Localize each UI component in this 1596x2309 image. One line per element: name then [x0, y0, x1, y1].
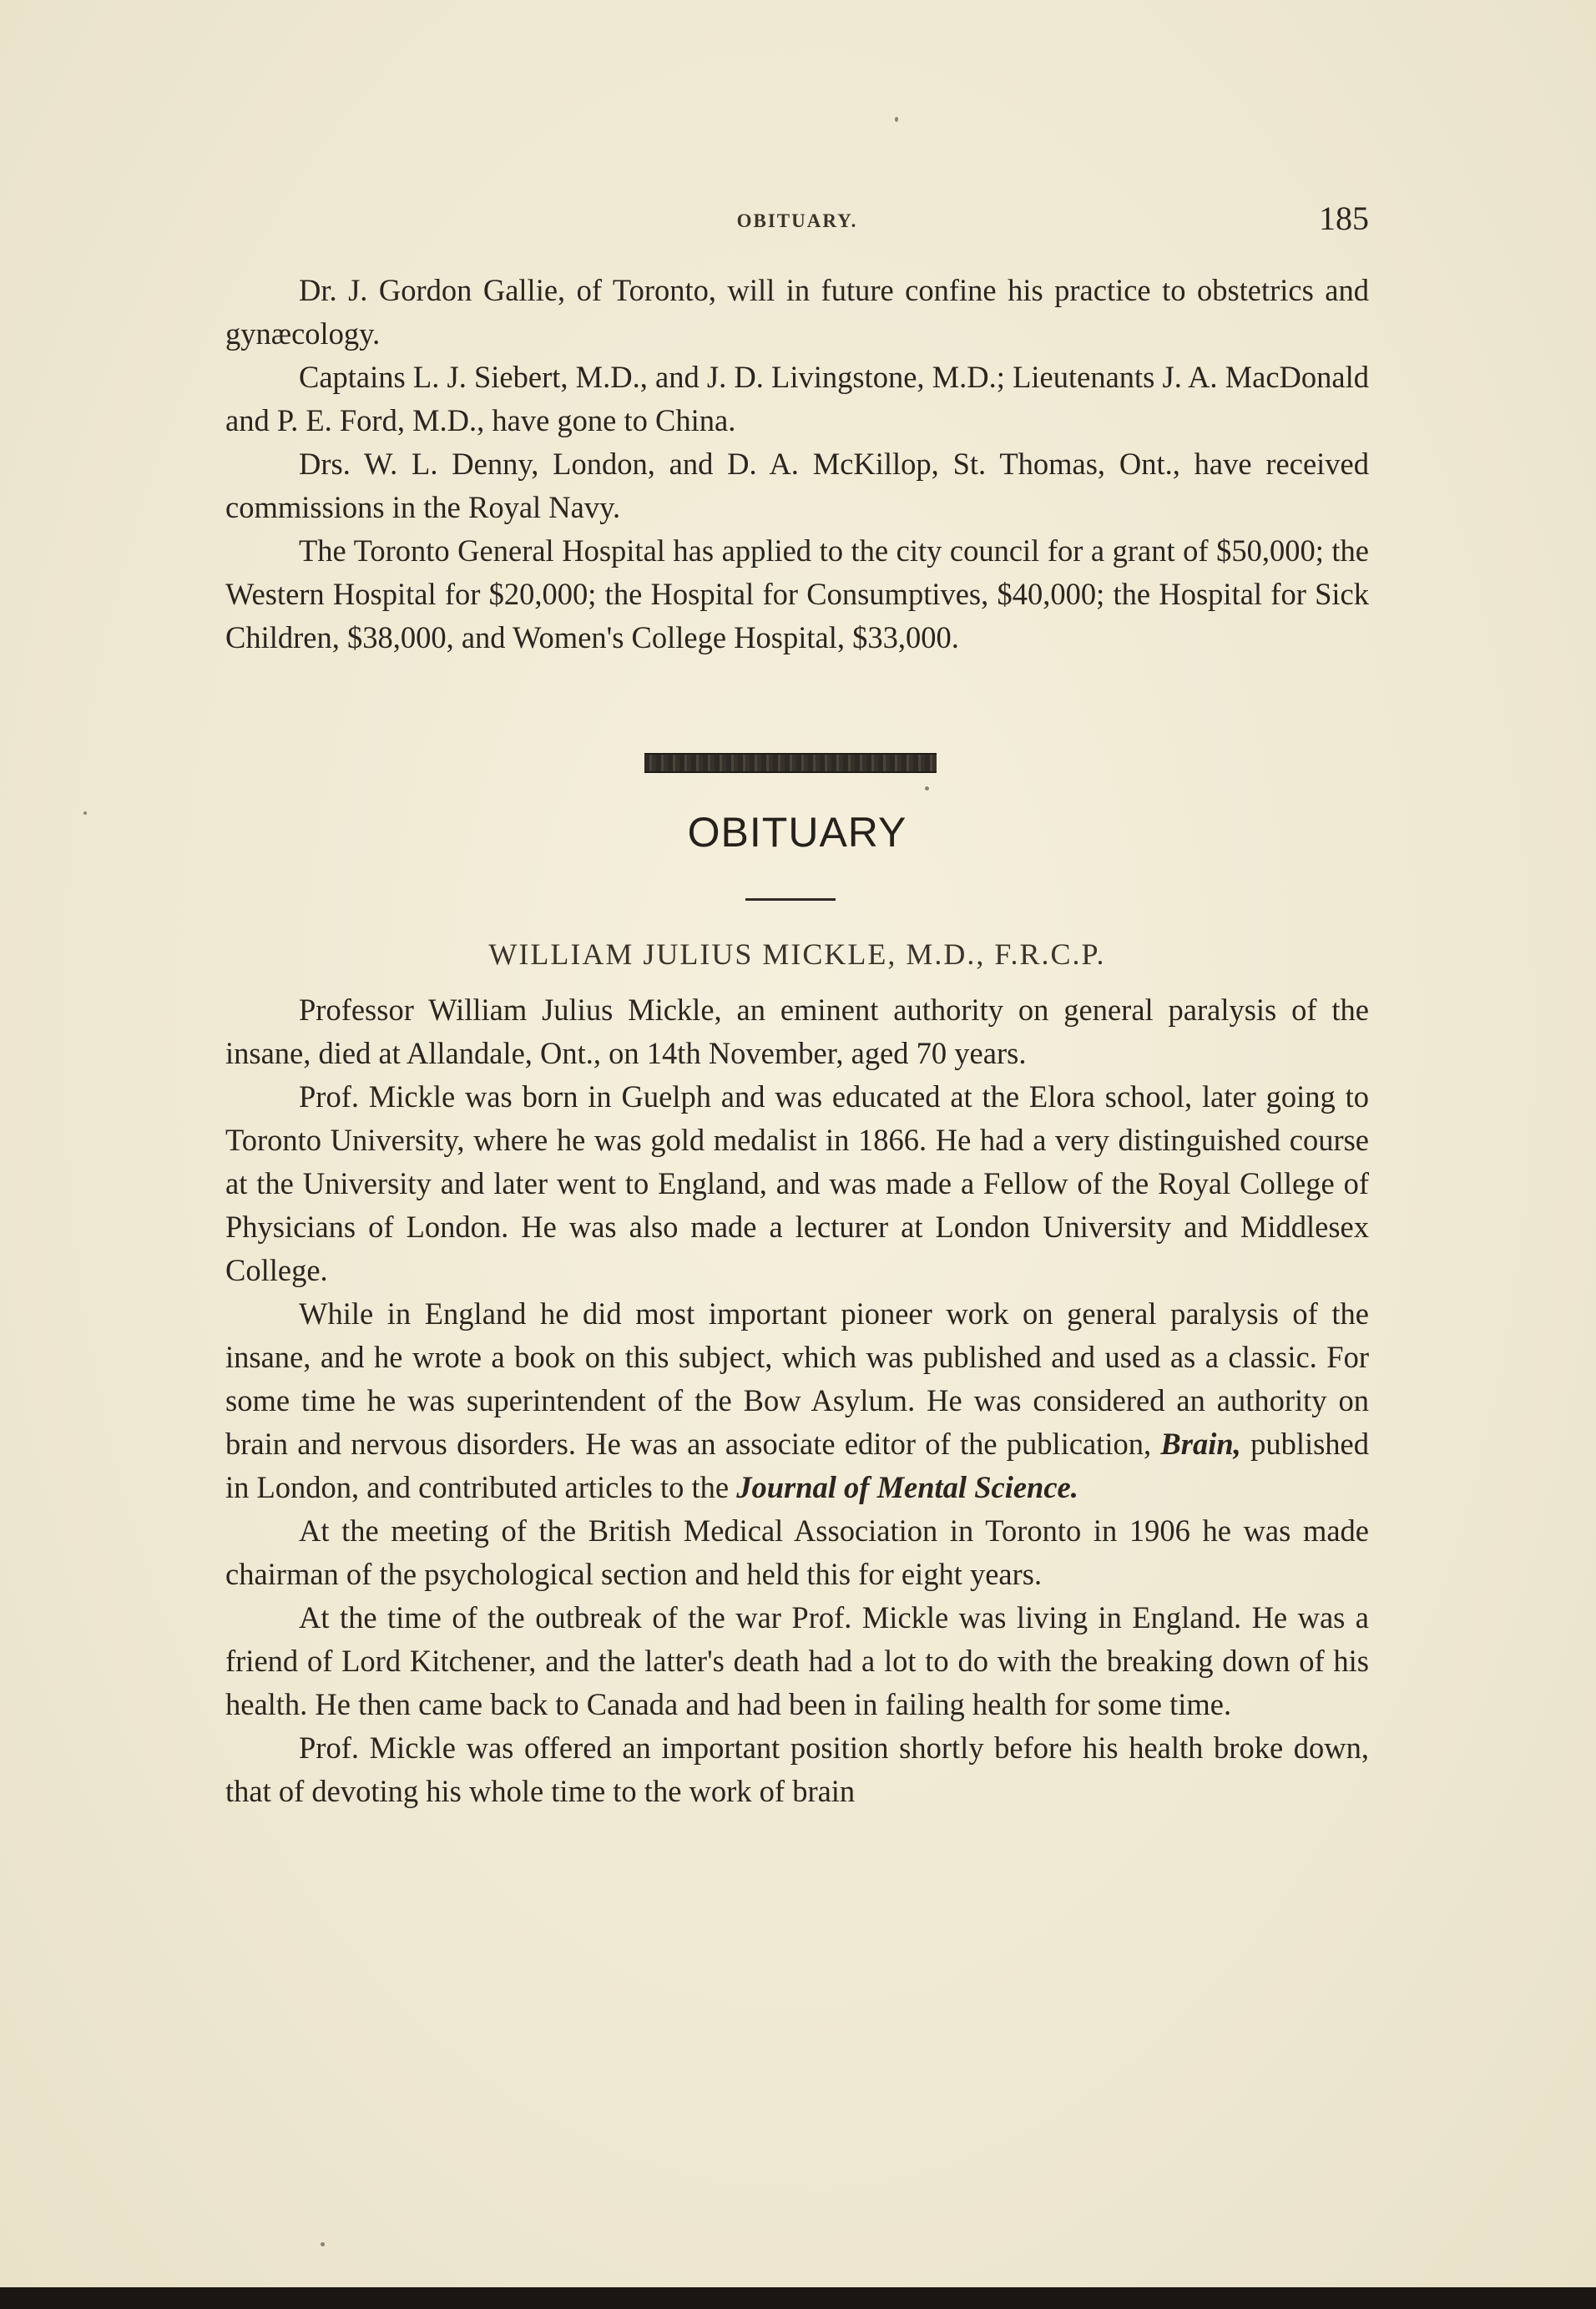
- publication-title-journal: Journal of Mental Science.: [736, 1470, 1078, 1504]
- paper-speck: [321, 2242, 325, 2246]
- title-rule: [745, 898, 836, 901]
- running-title: OBITUARY.: [736, 210, 858, 231]
- note-paragraph: The Toronto General Hospital has applied to the city council for a grant of $50,000; the Western Hospital for $20,000; the Hospital for Consumptives, $40,000; the Hospital for Sick Children, $38,000, and Women's College Hospital, $33,000.: [225, 533, 1369, 654]
- note-paragraph: Captains L. J. Siebert, M.D., and J. D. Livingstone, M.D.; Lieutenants J. A. MacDonald and P. E. Ford, M.D., have gone to China.: [225, 360, 1369, 437]
- obituary-paragraph: At the meeting of the British Medical Association in Toronto in 1906 he was made chairman of the psychological section and held this for eight years.: [225, 1513, 1369, 1591]
- paragraph-text: While in England he did most important pioneer work on general paralysis of the insane, and he wrote a book on this subject, which was published and used as a classic. For some time he was superintendent of the Bow Asylum. He was considered an authority on brain and nervous disorders. He was an associate editor of the publication,: [225, 1296, 1369, 1461]
- obituary-paragraph: At the time of the outbreak of the war Prof. Mickle was living in England. He was a friend of Lord Kitchener, and the latter's death had a lot to do with the breaking down of his health. He then came back to Canada and had been in failing health for some time.: [225, 1600, 1369, 1721]
- section-title: OBITUARY: [687, 809, 907, 856]
- news-notes: [225, 269, 1369, 659]
- paragraph-text: published in London, and contributed articles to the: [225, 1427, 1370, 1504]
- note-paragraph: Drs. W. L. Denny, London, and D. A. McKillop, St. Thomas, Ont., have received commissions in the Royal Navy.: [225, 447, 1369, 524]
- obituary-paragraph: Prof. Mickle was offered an important position shortly before his health broke down, that of devoting his whole time to the work of brain: [225, 1730, 1369, 1808]
- publication-title-brain: Brain,: [1160, 1427, 1241, 1461]
- obituary-paragraph: Professor William Julius Mickle, an eminent authority on general paralysis of the insane, died at Allandale, Ont., on 14th November, aged 70 years.: [225, 993, 1369, 1070]
- note-paragraph: Dr. J. Gordon Gallie, of Toronto, will in future confine his practice to obstetrics and gynæcology.: [225, 273, 1369, 351]
- running-head: [225, 199, 1369, 240]
- obituary-paragraph: [225, 1292, 1369, 1509]
- paper-speck: [83, 811, 87, 815]
- page-number: 185: [1319, 200, 1369, 237]
- obituary-paragraph: Prof. Mickle was born in Guelph and was educated at the Elora school, later going to Toronto University, where he was gold medalist in 1866. He had a very distinguished course at the University and later went to England, and was made a Fellow of the Royal College of Physicians of London. He was also made a lecturer at London University and Middlesex College.: [225, 1079, 1369, 1287]
- obituary-subject-heading: WILLIAM JULIUS MICKLE, M.D., F.R.C.P.: [488, 937, 1106, 971]
- ornamental-divider: [644, 753, 937, 773]
- paper-speck: [925, 786, 929, 791]
- paper-speck: [895, 117, 898, 122]
- scan-border: [0, 2287, 1596, 2309]
- obituary-body: [225, 988, 1369, 1813]
